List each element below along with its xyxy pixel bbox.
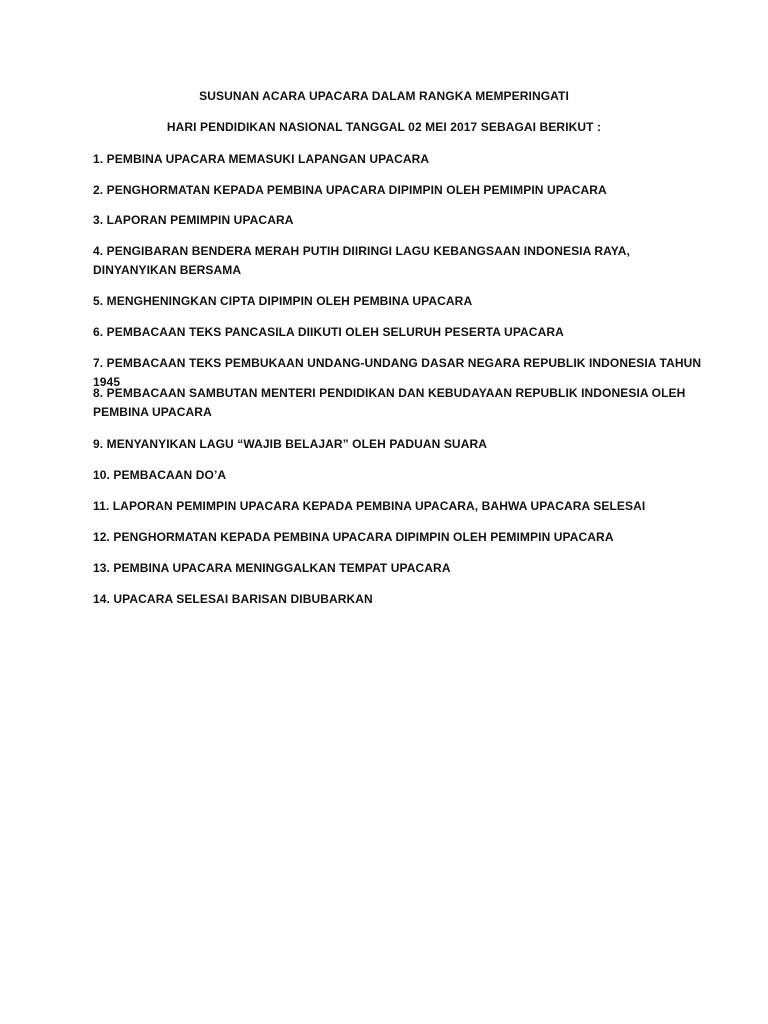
document-title-line-2: HARI PENDIDIKAN NASIONAL TANGGAL 02 MEI 2017 SEBAGAI BERIKUT :	[166, 120, 602, 134]
agenda-item: 3. LAPORAN PEMIMPIN UPACARA	[93, 213, 294, 227]
agenda-item: 7. PEMBACAAN TEKS PEMBUKAAN UNDANG-UNDANG DASAR NEGARA REPUBLIK INDONESIA TAHUN 1945	[93, 356, 702, 389]
agenda-item: 9. MENYANYIKAN LAGU “WAJIB BELAJAR” OLEH PADUAN SUARA	[93, 437, 487, 451]
agenda-item: 6. PEMBACAAN TEKS PANCASILA DIIKUTI OLEH SELURUH PESERTA UPACARA	[93, 325, 564, 339]
agenda-item: 8. PEMBACAAN SAMBUTAN MENTERI PENDIDIKAN DAN KEBUDAYAAN REPUBLIK INDONESIA OLEH PEMBINA UPACARA	[93, 386, 686, 419]
agenda-item: 5. MENGHENINGKAN CIPTA DIPIMPIN OLEH PEMBINA UPACARA	[93, 294, 473, 308]
agenda-item: 4. PENGIBARAN BENDERA MERAH PUTIH DIIRINGI LAGU KEBANGSAAN INDONESIA RAYA, DINYANYIKAN BERSAMA	[93, 244, 631, 277]
agenda-item: 13. PEMBINA UPACARA MENINGGALKAN TEMPAT UPACARA	[93, 561, 451, 575]
agenda-item: 10. PEMBACAAN DO’A	[93, 468, 227, 482]
agenda-item: 2. PENGHORMATAN KEPADA PEMBINA UPACARA DIPIMPIN OLEH PEMIMPIN UPACARA	[93, 183, 607, 197]
agenda-item: 1. PEMBINA UPACARA MEMASUKI LAPANGAN UPACARA	[93, 152, 430, 166]
agenda-item: 14. UPACARA SELESAI BARISAN DIBUBARKAN	[93, 592, 373, 606]
agenda-item: 12. PENGHORMATAN KEPADA PEMBINA UPACARA DIPIMPIN OLEH PEMIMPIN UPACARA	[93, 530, 614, 544]
agenda-item: 11. LAPORAN PEMIMPIN UPACARA KEPADA PEMBINA UPACARA, BAHWA UPACARA SELESAI	[93, 499, 646, 513]
document-title-line-1: SUSUNAN ACARA UPACARA DALAM RANGKA MEMPERINGATI	[199, 89, 569, 103]
